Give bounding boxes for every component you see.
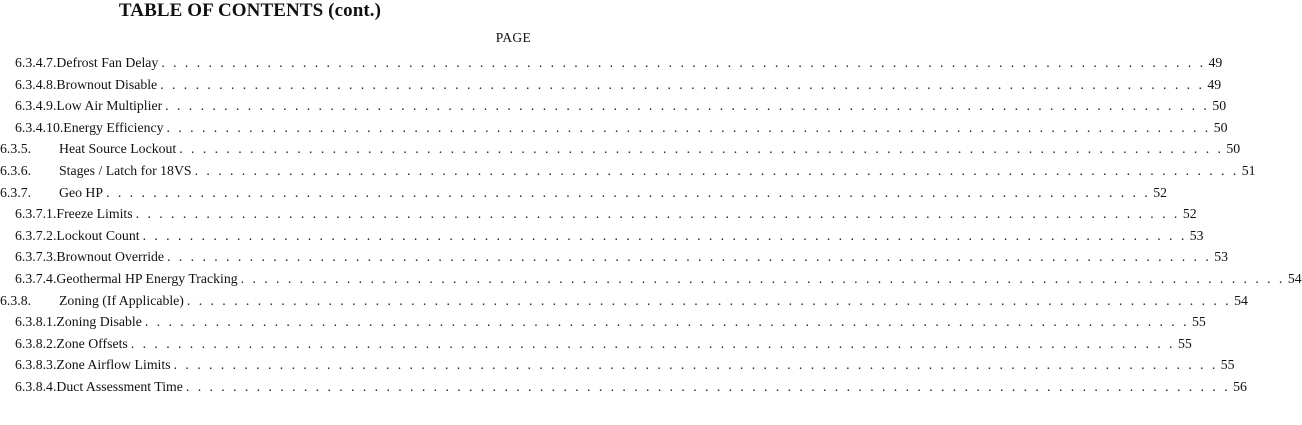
dot-leader: . . . . . . . . . . . . . . . . . . . . . . . . . . . . . . . . . . . . . . . . . . . . . . . . . . . . . . . . . . . . . . . . . . . . . . . . . . . . . . . . . . . . . . . . . (144, 314, 1190, 330)
toc-entry[interactable] (0, 225, 1204, 247)
toc-entry-label (15, 333, 131, 355)
toc-entry-number: 6.3.4.7. (15, 55, 57, 70)
toc-entry-number: 6.3.4.9. (15, 98, 57, 114)
toc-entry-text: Geothermal HP Energy Tracking (56, 270, 238, 286)
toc-entry-number: 6.3.7. (0, 184, 32, 200)
toc-entry-page: 55 (1218, 354, 1235, 376)
page-title: TABLE OF CONTENTS (cont.) (118, 0, 382, 21)
toc-entry-page: 55 (1175, 333, 1192, 355)
dot-leader: . . . . . . . . . . . . . . . . . . . . . . . . . . . . . . . . . . . . . . . . . . . . . . . . . . . . . . . . . . . . . . . . . . . . . . . . . . . . . . . . . . . . . . . . . (130, 335, 1175, 351)
dot-leader: . . . . . . . . . . . . . . . . . . . . . . . . . . . . . . . . . . . . . . . . . . . . . . . . . . . . . . . . . . . . . . . . . . . . . . . . . . . . . . . . . . . . . . . . . (106, 184, 1151, 200)
toc-entry-number: 6.3.5. (0, 141, 32, 157)
toc-entry-label (15, 376, 186, 398)
toc-entry-page: 52 (1180, 203, 1197, 225)
dot-leader: . . . . . . . . . . . . . . . . . . . . . . . . . . . . . . . . . . . . . . . . . . . . . . . . . . . . . . . . . . . . . . . . . . . . . . . . . . . . . . . . . . . . . . . . . (186, 292, 1232, 308)
toc-entry-number: 6.3.7.3. (15, 249, 57, 265)
toc-entry-text: Zone Offsets (56, 335, 128, 351)
toc-entry-text: Lockout Count (56, 227, 140, 243)
toc-entry-text: Zoning (If Applicable) (59, 290, 187, 312)
toc-entry-number: 6.3.6. (0, 162, 32, 178)
toc-entry-text: Low Air Multiplier (56, 98, 163, 114)
toc-entry[interactable] (0, 268, 1302, 290)
dot-leader: . . . . . . . . . . . . . . . . . . . . . . . . . . . . . . . . . . . . . . . . . . . . . . . . . . . . . . . . . . . . . . . . . . . . . . . . . . . . . . . . . . . . . . . . . (161, 55, 1206, 70)
toc-entry-page: 51 (1239, 160, 1256, 182)
toc-entry-label (15, 52, 161, 74)
toc-entry[interactable] (0, 182, 1168, 204)
toc-entry[interactable] (0, 290, 1248, 312)
dot-leader: . . . . . . . . . . . . . . . . . . . . . . . . . . . . . . . . . . . . . . . . . . . . . . . . . . . . . . . . . . . . . . . . . . . . . . . . . . . . . . . . . . . . . . . . . (160, 76, 1205, 92)
page-column-header: PAGE (495, 30, 531, 45)
toc-entry[interactable] (0, 95, 1227, 117)
toc-entry-page: 50 (1223, 138, 1240, 160)
toc-entry[interactable] (0, 74, 1222, 96)
toc-entry-label (15, 311, 145, 333)
toc-entry-text: Heat Source Lockout (59, 138, 179, 160)
toc-entry[interactable] (0, 117, 1228, 139)
dot-leader: . . . . . . . . . . . . . . . . . . . . . . . . . . . . . . . . . . . . . . . . . . . . . . . . . . . . . . . . . . . . . . . . . . . . . . . . . . . . . . . . . . . . . . . . . (194, 162, 1239, 178)
toc-entry-text: Zone Airflow Limits (56, 357, 171, 373)
toc-entry-text: Duct Assessment Time (56, 378, 183, 394)
toc-entry-text: Stages / Latch for 18VS (59, 160, 195, 182)
toc-entry-label (15, 74, 160, 96)
toc-entry-page: 50 (1211, 117, 1228, 139)
toc-entry-text: Zoning Disable (56, 314, 142, 330)
toc-entry-text: Freeze Limits (56, 206, 133, 222)
dot-leader: . . . . . . . . . . . . . . . . . . . . . . . . . . . . . . . . . . . . . . . . . . . . . . . . . . . . . . . . . . . . . . . . . . . . . . . . . . . . . . . . . . . . . . . . . (142, 227, 1187, 243)
toc-entry-label (15, 246, 167, 268)
toc-entry[interactable] (0, 354, 1235, 376)
toc-entry-label (15, 268, 241, 290)
toc-entry-page: 49 (1204, 74, 1221, 96)
dot-leader: . . . . . . . . . . . . . . . . . . . . . . . . . . . . . . . . . . . . . . . . . . . . . . . . . . . . . . . . . . . . . . . . . . . . . . . . . . . . . . . . . . . . . . . . . (185, 378, 1231, 394)
toc-entry[interactable] (0, 376, 1247, 398)
toc-entry-number: 6.3.8.4. (15, 378, 57, 394)
toc-entry[interactable] (0, 246, 1229, 268)
toc-entry[interactable] (0, 333, 1192, 355)
dot-leader: . . . . . . . . . . . . . . . . . . . . . . . . . . . . . . . . . . . . . . . . . . . . . . . . . . . . . . . . . . . . . . . . . . . . . . . . . . . . . . . . . . . . . . . . . (179, 141, 1224, 157)
dot-leader: . . . . . . . . . . . . . . . . . . . . . . . . . . . . . . . . . . . . . . . . . . . . . . . . . . . . . . . . . . . . . . . . . . . . . . . . . . . . . . . . . . . . . . . . . (166, 119, 1211, 135)
toc-entry-label (15, 95, 165, 117)
toc-entry-number: 6.3.8.3. (15, 357, 57, 373)
toc-entry-label (15, 117, 167, 139)
toc-entry[interactable] (0, 203, 1197, 225)
toc-entry[interactable] (0, 311, 1206, 333)
dot-leader: . . . . . . . . . . . . . . . . . . . . . . . . . . . . . . . . . . . . . . . . . . . . . . . . . . . . . . . . . . . . . . . . . . . . . . . . . . . . . . . . . . . . . . . . . (240, 270, 1285, 286)
toc-entry-number: 6.3.8. (0, 292, 32, 308)
toc-entry-text: Geo HP (59, 182, 106, 204)
toc-list (0, 52, 1302, 398)
dot-leader: . . . . . . . . . . . . . . . . . . . . . . . . . . . . . . . . . . . . . . . . . . . . . . . . . . . . . . . . . . . . . . . . . . . . . . . . . . . . . . . . . . . . . . . . . (173, 357, 1218, 373)
toc-entry-number: 6.3.4.8. (15, 76, 57, 92)
toc-entry-page: 50 (1209, 95, 1226, 117)
toc-entry-text: Energy Efficiency (63, 119, 164, 135)
dot-leader: . . . . . . . . . . . . . . . . . . . . . . . . . . . . . . . . . . . . . . . . . . . . . . . . . . . . . . . . . . . . . . . . . . . . . . . . . . . . . . . . . . . . . . . . . (165, 98, 1210, 114)
toc-entry-text: Brownout Override (56, 249, 165, 265)
toc-entry-label (15, 225, 143, 247)
toc-entry-page: 54 (1231, 290, 1248, 312)
toc-entry-text: Defrost Fan Delay (56, 55, 159, 70)
toc-entry-page: 49 (1205, 52, 1222, 74)
toc-entry-number: 6.3.8.1. (15, 314, 57, 330)
toc-entry-number: 6.3.7.2. (15, 227, 57, 243)
toc-entry-page: 54 (1285, 268, 1302, 290)
toc-entry-label (15, 203, 136, 225)
toc-entry[interactable] (0, 138, 1241, 160)
toc-entry-page: 53 (1187, 225, 1204, 247)
toc-entry[interactable] (0, 160, 1256, 182)
dot-leader: . . . . . . . . . . . . . . . . . . . . . . . . . . . . . . . . . . . . . . . . . . . . . . . . . . . . . . . . . . . . . . . . . . . . . . . . . . . . . . . . . . . . . . . . . (167, 249, 1212, 265)
dot-leader: . . . . . . . . . . . . . . . . . . . . . . . . . . . . . . . . . . . . . . . . . . . . . . . . . . . . . . . . . . . . . . . . . . . . . . . . . . . . . . . . . . . . . . . . . (135, 206, 1180, 222)
toc-entry-page: 52 (1150, 182, 1167, 204)
toc-entry-page: 56 (1230, 376, 1247, 398)
toc-entry-number: 6.3.7.1. (15, 206, 57, 222)
toc-entry-page: 55 (1189, 311, 1206, 333)
toc-entry-label (15, 354, 174, 376)
toc-entry-page: 53 (1211, 246, 1228, 268)
toc-entry-text: Brownout Disable (56, 76, 158, 92)
toc-entry-number: 6.3.7.4. (15, 270, 57, 286)
toc-entry[interactable] (0, 52, 1223, 74)
toc-entry-number: 6.3.4.10. (15, 119, 64, 135)
toc-entry-number: 6.3.8.2. (15, 335, 57, 351)
